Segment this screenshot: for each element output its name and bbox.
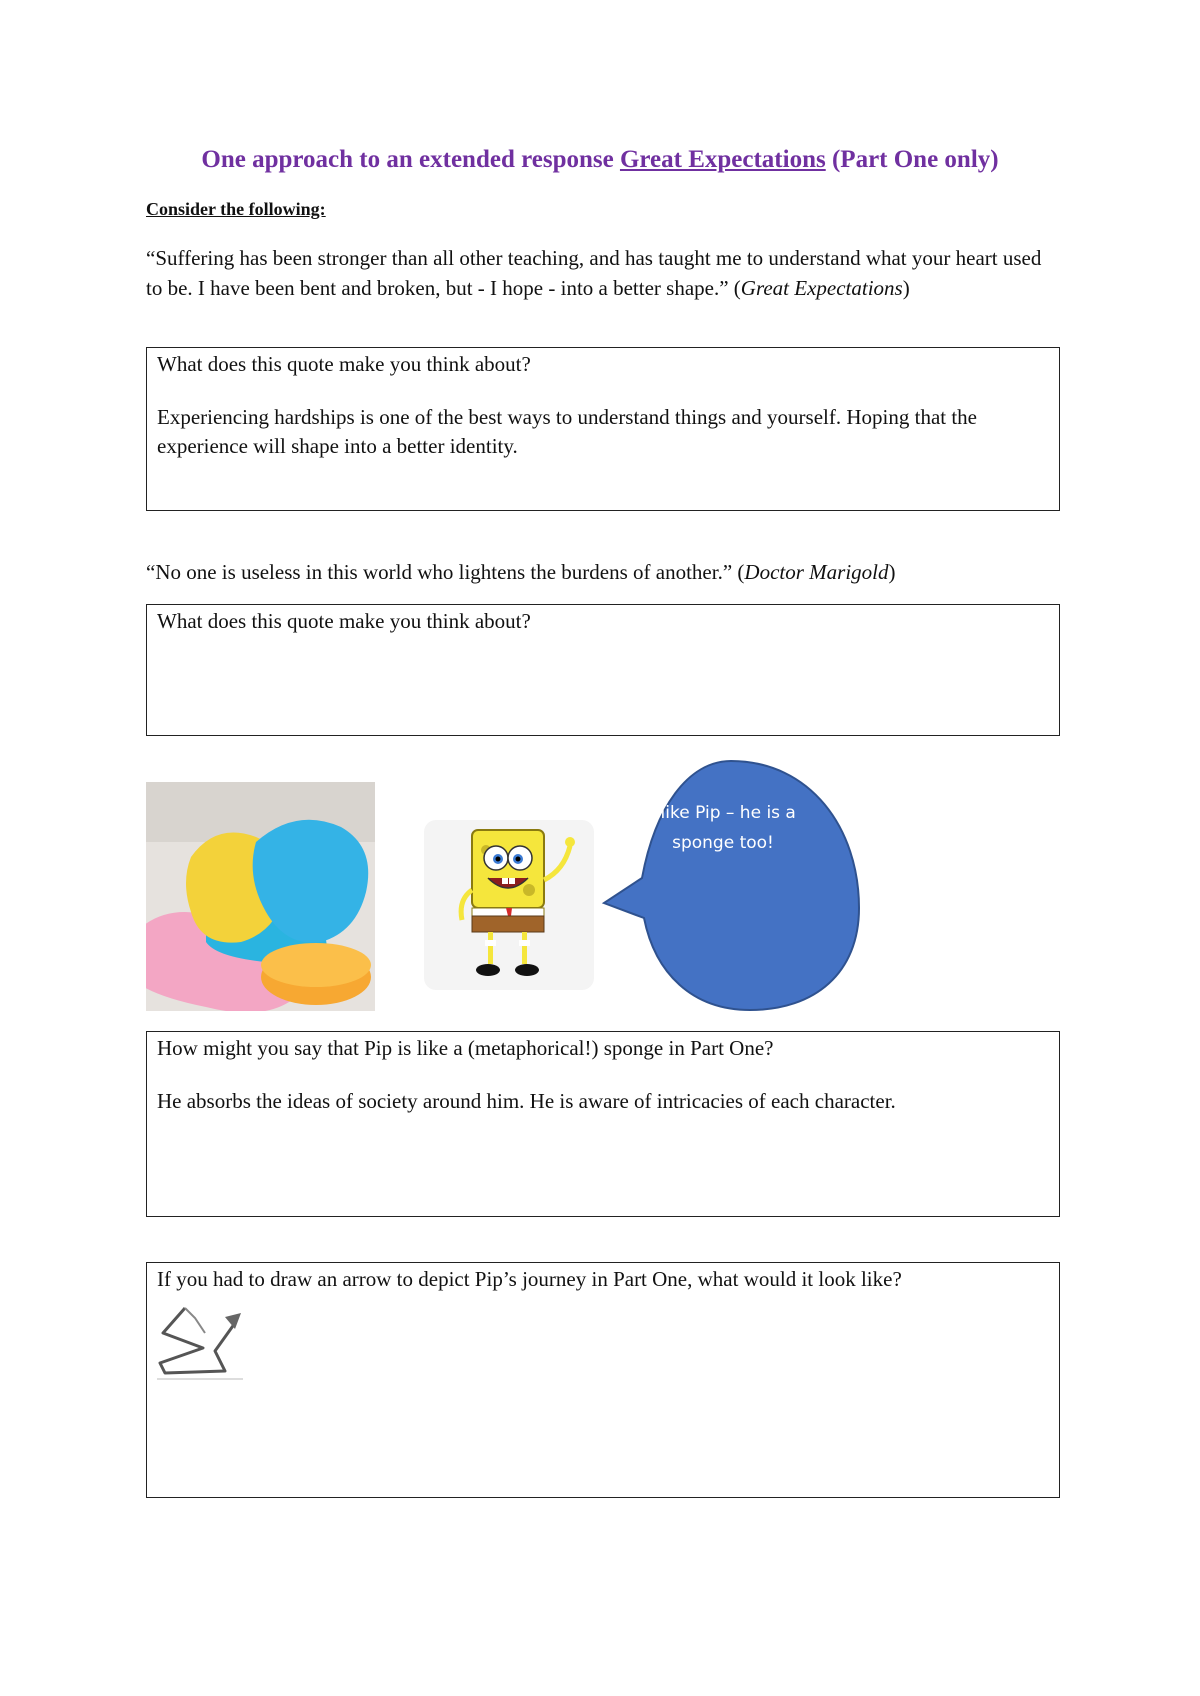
response-box-4[interactable] xyxy=(146,1262,1060,1498)
bubble-text: I like Pip – he is a sponge too! xyxy=(650,803,796,853)
box1-prompt: What does this quote make you think about? xyxy=(157,352,531,376)
quote1-source: Great Expectations xyxy=(740,276,903,300)
speech-bubble xyxy=(600,758,862,1013)
title-suffix: (Part One only) xyxy=(825,146,999,173)
quote2-text: “No one is useless in this world who lightens the burdens of another.” ( xyxy=(146,560,745,584)
spongebob-image xyxy=(424,820,594,990)
response-box-2[interactable] xyxy=(146,604,1060,736)
speech-bubble-shape xyxy=(600,758,862,1013)
spongebob-illustration xyxy=(424,820,594,990)
title-prefix: One approach to an extended response xyxy=(201,146,620,173)
zigzag-arrow-icon xyxy=(155,1303,245,1385)
quote1-close: ) xyxy=(902,276,910,300)
box4-prompt: If you had to draw an arrow to depict Pip’s journey in Part One, what would it look like? xyxy=(157,1267,902,1291)
response-box-3[interactable] xyxy=(146,1031,1060,1217)
quote-great-expectations xyxy=(146,243,1061,303)
box3-prompt: How might you say that Pip is like a (metaphorical!) sponge in Part One? xyxy=(157,1036,774,1060)
quote2-source: Doctor Marigold xyxy=(744,560,889,584)
consider-label: Consider the following: xyxy=(146,199,326,219)
box2-prompt: What does this quote make you think about? xyxy=(157,609,531,633)
title-book: Great Expectations xyxy=(619,146,826,173)
quote-doctor-marigold xyxy=(146,557,1061,587)
box1-answer[interactable]: Experiencing hardships is one of the best ways to understand things and yourself. Hoping that the experience will shape into a better identity. xyxy=(157,405,978,458)
page-title xyxy=(0,146,1200,174)
quote2-close: ) xyxy=(888,560,896,584)
quote1-text: “Suffering has been stronger than all other teaching, and has taught me to understand what your heart used to be. I have been bent and broken, but - I hope - into a better shape.” ( xyxy=(146,246,1042,300)
box3-answer[interactable]: He absorbs the ideas of society around him. He is aware of intricacies of each character. xyxy=(157,1089,896,1113)
response-box-1[interactable] xyxy=(146,347,1060,511)
sponges-photo xyxy=(146,782,375,1011)
sponges-illustration xyxy=(146,782,375,1011)
